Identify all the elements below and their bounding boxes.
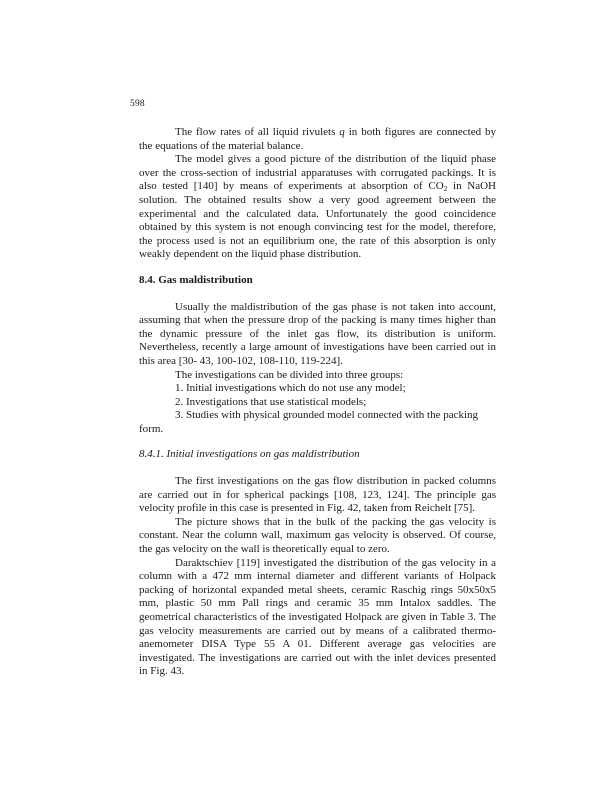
variable-q: q xyxy=(339,126,345,138)
paragraph: The flow rates of all liquid rivulets q in both figures are connected by the equations of the material balance. xyxy=(139,126,496,152)
subscript: 2 xyxy=(443,184,448,194)
page-number: 598 xyxy=(130,99,145,109)
list-item-continuation: form. xyxy=(139,422,164,435)
paragraph: The first investigations on the gas flow distribution in packed columns are carried out in for spherical packings [108, 123, 124]. The principle gas velocity profile in this case is presented in Fig. 42, taken from Reichelt [75]. xyxy=(139,475,496,515)
paragraph: The picture shows that in the bulk of the packing the gas velocity is constant. Near the column wall, maximum gas velocity is observed. Of course, the gas velocity on the wall is theoretically equal to zero. xyxy=(139,515,496,556)
paragraph: The model gives a good picture of the distribution of the liquid phase over the cross-section of industrial apparatuses with corrugated packings. It is also tested [140] by means of experiments at absorption of $CO_2$ in NaOH solution. The obtained results show a very good agreement between the experimental and the calculated data. Unfortunately the good coincidence obtained by this system is not enough convincing test for the model, therefore, the process used is not an equilibrium one, the rate of this absorption is only weakly dependent on the liquid phase distribution. xyxy=(139,153,496,261)
body-text xyxy=(139,126,496,679)
list-item: 2. Investigations that use statistical models; xyxy=(175,395,367,408)
list-item: 1. Initial investigations which do not use any model; xyxy=(175,382,406,395)
list-item: 3. Studies with physical grounded model connected with the packing xyxy=(175,409,479,422)
subsection-heading: 8.4.1. Initial investigations on gas maldistribution xyxy=(139,448,360,461)
paragraph: Usually the maldistribution of the gas phase is not taken into account, assuming that when the pressure drop of the packing is many times higher than the dynamic pressure of the inlet gas flow, its distribution is uniform. Nevertheless, recently a large amount of investigations have been carried out in this area [30- 43, 100-102, 108-110, 119-224]. xyxy=(139,300,496,367)
section-heading: 8.4. Gas maldistribution xyxy=(139,273,253,286)
paragraph: Daraktschiev [119] investigated the distribution of the gas velocity in a column with a 472 mm internal diameter and different variants of Holpack packing of horizontal expanded metal sheets, ceramic Raschig rings 50x50x5 mm, plastic 50 mm Pall rings and ceramic 35 mm Intalox saddles. The geometrical characteristics of the investigated Holpack are given in Table 3. The gas velocity measurements are carried out by means of a calibrated thermo-anemometer DISA Type 55 A 01. Different average gas velocities are investigated. The investigations are carried out with the inlet devices presented in Fig. 43. xyxy=(139,556,496,678)
paragraph: The investigations can be divided into three groups: xyxy=(175,368,404,381)
